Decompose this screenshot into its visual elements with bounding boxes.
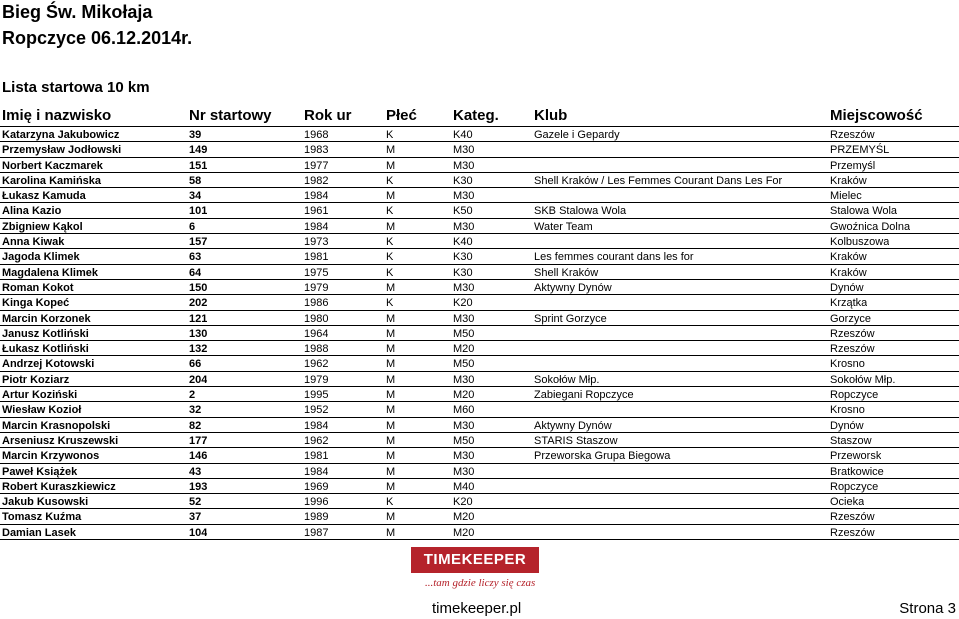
column-header-year: Rok ur <box>304 107 352 124</box>
birth-year-cell: 1973 <box>304 236 329 249</box>
bib-number-cell: 66 <box>189 358 202 371</box>
runner-name-cell: Łukasz Kotliński <box>2 343 89 356</box>
sex-cell: K <box>386 129 394 141</box>
club-cell: Shell Kraków <box>534 266 599 279</box>
club-cell: Sokołów Młp. <box>534 373 600 386</box>
category-cell: K40 <box>453 129 473 141</box>
runner-name-cell: Łukasz Kamuda <box>2 190 86 203</box>
birth-year-cell: 1968 <box>304 129 329 141</box>
bib-number-cell: 157 <box>189 236 208 249</box>
table-row <box>0 418 959 433</box>
category-cell: M40 <box>453 480 475 493</box>
runner-name-cell: Anna Kiwak <box>2 236 65 249</box>
category-cell: M30 <box>453 220 475 233</box>
bib-number-cell: 151 <box>189 159 208 172</box>
birth-year-cell: 1975 <box>304 266 329 279</box>
club-cell: Gazele i Gepardy <box>534 129 620 141</box>
column-header-category: Kateg. <box>453 107 499 124</box>
table-row <box>0 494 959 509</box>
city-cell: Krosno <box>830 358 865 371</box>
city-cell: Dynów <box>830 281 864 294</box>
runner-name-cell: Tomasz Kuźma <box>2 511 82 524</box>
category-cell: M20 <box>453 526 475 539</box>
table-row <box>0 464 959 479</box>
city-cell: Krosno <box>830 404 865 417</box>
list-title: Lista startowa 10 km <box>2 79 150 96</box>
sex-cell: M <box>386 450 396 463</box>
table-row <box>0 372 959 387</box>
bib-number-cell: 193 <box>189 480 208 493</box>
city-cell: Sokołów Młp. <box>830 373 896 386</box>
table-row <box>0 433 959 448</box>
bib-number-cell: 43 <box>189 465 202 478</box>
table-row <box>0 479 959 494</box>
sex-cell: M <box>386 511 396 524</box>
table-row <box>0 158 959 173</box>
city-cell: Dynów <box>830 419 864 432</box>
sex-cell: K <box>386 205 394 218</box>
logo-wordmark: TIMEKEEPER <box>411 547 539 573</box>
table-header <box>0 107 959 127</box>
category-cell: K20 <box>453 496 473 509</box>
table-row <box>0 295 959 310</box>
city-cell: Rzeszów <box>830 343 875 356</box>
city-cell: Kraków <box>830 174 867 187</box>
table-row <box>0 356 959 371</box>
sex-cell: M <box>386 190 396 203</box>
city-cell: Gwoźnica Dolna <box>830 220 911 233</box>
category-cell: K30 <box>453 266 473 279</box>
sex-cell: M <box>386 144 396 157</box>
club-cell: SKB Stalowa Wola <box>534 205 627 218</box>
runner-name-cell: Piotr Koziarz <box>2 373 70 386</box>
sex-cell: M <box>386 281 396 294</box>
bib-number-cell: 52 <box>189 496 202 509</box>
bib-number-cell: 146 <box>189 450 208 463</box>
category-cell: M50 <box>453 358 475 371</box>
club-cell: Aktywny Dynów <box>534 281 612 294</box>
city-cell: Mielec <box>830 190 862 203</box>
runner-name-cell: Marcin Korzonek <box>2 312 91 325</box>
bib-number-cell: 177 <box>189 434 208 447</box>
bib-number-cell: 101 <box>189 205 208 218</box>
birth-year-cell: 1982 <box>304 174 329 187</box>
sex-cell: M <box>386 419 396 432</box>
runner-name-cell: Paweł Książek <box>2 465 78 478</box>
birth-year-cell: 1962 <box>304 434 329 447</box>
sex-cell: M <box>386 343 396 356</box>
city-cell: Rzeszów <box>830 526 875 539</box>
city-cell: Przemyśl <box>830 159 876 172</box>
runner-name-cell: Arseniusz Kruszewski <box>2 434 119 447</box>
category-cell: K50 <box>453 205 473 218</box>
category-cell: M30 <box>453 144 475 157</box>
city-cell: Ocieka <box>830 496 865 509</box>
birth-year-cell: 1989 <box>304 511 329 524</box>
club-cell: Shell Kraków / Les Femmes Courant Dans Les For <box>534 174 783 187</box>
bib-number-cell: 2 <box>189 389 196 402</box>
table-row <box>0 203 959 218</box>
sex-cell: M <box>386 358 396 371</box>
runner-name-cell: Marcin Krasnopolski <box>2 419 111 432</box>
category-cell: M50 <box>453 434 475 447</box>
birth-year-cell: 1996 <box>304 496 329 509</box>
sex-cell: M <box>386 327 396 340</box>
sex-cell: K <box>386 251 394 264</box>
runner-name-cell: Karolina Kamińska <box>2 174 102 187</box>
timekeeper-logo <box>411 547 539 593</box>
category-cell: M30 <box>453 419 475 432</box>
sex-cell: M <box>386 526 396 539</box>
birth-year-cell: 1983 <box>304 144 329 157</box>
table-row <box>0 188 959 203</box>
sex-cell: M <box>386 480 396 493</box>
club-cell: Water Team <box>534 220 593 233</box>
bib-number-cell: 82 <box>189 419 202 432</box>
table-row <box>0 219 959 234</box>
category-cell: M30 <box>453 190 475 203</box>
city-cell: PRZEMYŚL <box>830 144 890 157</box>
category-cell: M20 <box>453 343 475 356</box>
bib-number-cell: 132 <box>189 343 208 356</box>
birth-year-cell: 1984 <box>304 465 329 478</box>
column-header-bib: Nr startowy <box>189 107 272 124</box>
event-date-location: Ropczyce 06.12.2014r. <box>2 28 193 48</box>
birth-year-cell: 1987 <box>304 526 329 539</box>
bib-number-cell: 149 <box>189 144 208 157</box>
table-row <box>0 311 959 326</box>
city-cell: Kraków <box>830 251 867 264</box>
birth-year-cell: 1995 <box>304 389 329 402</box>
category-cell: M30 <box>453 281 475 294</box>
birth-year-cell: 1980 <box>304 312 329 325</box>
runner-name-cell: Roman Kokot <box>2 281 74 294</box>
bib-number-cell: 58 <box>189 174 202 187</box>
category-cell: K20 <box>453 297 473 310</box>
category-cell: K30 <box>453 251 473 264</box>
club-cell: STARIS Staszow <box>534 434 618 447</box>
city-cell: Kraków <box>830 266 867 279</box>
column-header-club: Klub <box>534 107 568 124</box>
runner-name-cell: Wiesław Kozioł <box>2 404 82 417</box>
bib-number-cell: 6 <box>189 220 196 233</box>
birth-year-cell: 1979 <box>304 281 329 294</box>
table-row <box>0 402 959 417</box>
runner-name-cell: Magdalena Klimek <box>2 266 98 279</box>
birth-year-cell: 1981 <box>304 251 329 264</box>
table-row <box>0 525 959 540</box>
club-cell: Przeworska Grupa Biegowa <box>534 450 671 463</box>
sex-cell: K <box>386 297 394 310</box>
sex-cell: M <box>386 465 396 478</box>
runner-name-cell: Jakub Kusowski <box>2 496 89 509</box>
table-row <box>0 448 959 463</box>
bib-number-cell: 64 <box>189 266 202 279</box>
start-list-table <box>0 127 959 540</box>
category-cell: K30 <box>453 174 473 187</box>
table-row <box>0 280 959 295</box>
birth-year-cell: 1984 <box>304 220 329 233</box>
bib-number-cell: 32 <box>189 404 202 417</box>
column-header-city: Miejscowość <box>830 107 923 124</box>
category-cell: M30 <box>453 159 475 172</box>
bib-number-cell: 121 <box>189 312 208 325</box>
bib-number-cell: 104 <box>189 526 208 539</box>
sex-cell: M <box>386 312 396 325</box>
logo-tagline: ...tam gdzie liczy się czas <box>425 577 536 589</box>
sex-cell: M <box>386 404 396 417</box>
birth-year-cell: 1961 <box>304 205 329 218</box>
birth-year-cell: 1977 <box>304 159 329 172</box>
category-cell: M30 <box>453 450 475 463</box>
runner-name-cell: Norbert Kaczmarek <box>2 159 103 172</box>
table-row <box>0 326 959 341</box>
category-cell: M50 <box>453 327 475 340</box>
event-title: Bieg Św. Mikołaja <box>2 2 153 22</box>
sex-cell: K <box>386 236 394 249</box>
sex-cell: M <box>386 373 396 386</box>
column-header-name: Imię i nazwisko <box>2 107 112 124</box>
bib-number-cell: 150 <box>189 281 208 294</box>
bib-number-cell: 130 <box>189 327 208 340</box>
sex-cell: M <box>386 434 396 447</box>
table-row <box>0 142 959 157</box>
birth-year-cell: 1969 <box>304 480 329 493</box>
runner-name-cell: Alina Kazio <box>2 205 62 218</box>
city-cell: Staszow <box>830 434 872 447</box>
table-row <box>0 249 959 264</box>
table-row <box>0 341 959 356</box>
birth-year-cell: 1984 <box>304 190 329 203</box>
birth-year-cell: 1962 <box>304 358 329 371</box>
city-cell: Rzeszów <box>830 327 875 340</box>
table-row <box>0 173 959 188</box>
bib-number-cell: 204 <box>189 373 208 386</box>
birth-year-cell: 1979 <box>304 373 329 386</box>
category-cell: M30 <box>453 373 475 386</box>
city-cell: Rzeszów <box>830 511 875 524</box>
city-cell: Stalowa Wola <box>830 205 898 218</box>
birth-year-cell: 1964 <box>304 327 329 340</box>
sex-cell: K <box>386 266 394 279</box>
table-row <box>0 509 959 524</box>
table-row <box>0 127 959 142</box>
birth-year-cell: 1981 <box>304 450 329 463</box>
runner-name-cell: Andrzej Kotowski <box>2 358 95 371</box>
club-cell: Zabiegani Ropczyce <box>534 389 634 402</box>
city-cell: Rzeszów <box>830 129 875 141</box>
sex-cell: M <box>386 389 396 402</box>
category-cell: M30 <box>453 312 475 325</box>
runner-name-cell: Zbigniew Kąkol <box>2 220 83 233</box>
category-cell: M20 <box>453 511 475 524</box>
city-cell: Kolbuszowa <box>830 236 890 249</box>
table-row <box>0 265 959 280</box>
runner-name-cell: Kinga Kopeć <box>2 297 70 310</box>
table-row <box>0 387 959 402</box>
bib-number-cell: 39 <box>189 129 202 141</box>
city-cell: Bratkowice <box>830 465 884 478</box>
city-cell: Ropczyce <box>830 480 879 493</box>
column-header-sex: Płeć <box>386 107 417 124</box>
runner-name-cell: Robert Kuraszkiewicz <box>2 480 116 493</box>
city-cell: Ropczyce <box>830 389 879 402</box>
city-cell: Przeworsk <box>830 450 882 463</box>
page-number: Strona 3 <box>899 600 956 617</box>
runner-name-cell: Katarzyna Jakubowicz <box>2 129 120 141</box>
category-cell: K40 <box>453 236 473 249</box>
category-cell: M30 <box>453 465 475 478</box>
birth-year-cell: 1988 <box>304 343 329 356</box>
category-cell: M60 <box>453 404 475 417</box>
birth-year-cell: 1984 <box>304 419 329 432</box>
bib-number-cell: 63 <box>189 251 202 264</box>
bib-number-cell: 37 <box>189 511 202 524</box>
birth-year-cell: 1952 <box>304 404 329 417</box>
city-cell: Krzątka <box>830 297 868 310</box>
runner-name-cell: Janusz Kotliński <box>2 327 89 340</box>
birth-year-cell: 1986 <box>304 297 329 310</box>
runner-name-cell: Artur Koziński <box>2 389 78 402</box>
runner-name-cell: Damian Lasek <box>2 526 76 539</box>
footer-site: timekeeper.pl <box>432 600 522 617</box>
club-cell: Les femmes courant dans les for <box>534 251 694 264</box>
runner-name-cell: Jagoda Klimek <box>2 251 80 264</box>
city-cell: Gorzyce <box>830 312 871 325</box>
club-cell: Sprint Gorzyce <box>534 312 607 325</box>
sex-cell: K <box>386 496 394 509</box>
sex-cell: K <box>386 174 394 187</box>
club-cell: Aktywny Dynów <box>534 419 612 432</box>
category-cell: M20 <box>453 389 475 402</box>
runner-name-cell: Marcin Krzywonos <box>2 450 100 463</box>
sex-cell: M <box>386 159 396 172</box>
table-row <box>0 234 959 249</box>
bib-number-cell: 202 <box>189 297 208 310</box>
runner-name-cell: Przemysław Jodłowski <box>2 144 122 157</box>
bib-number-cell: 34 <box>189 190 202 203</box>
sex-cell: M <box>386 220 396 233</box>
